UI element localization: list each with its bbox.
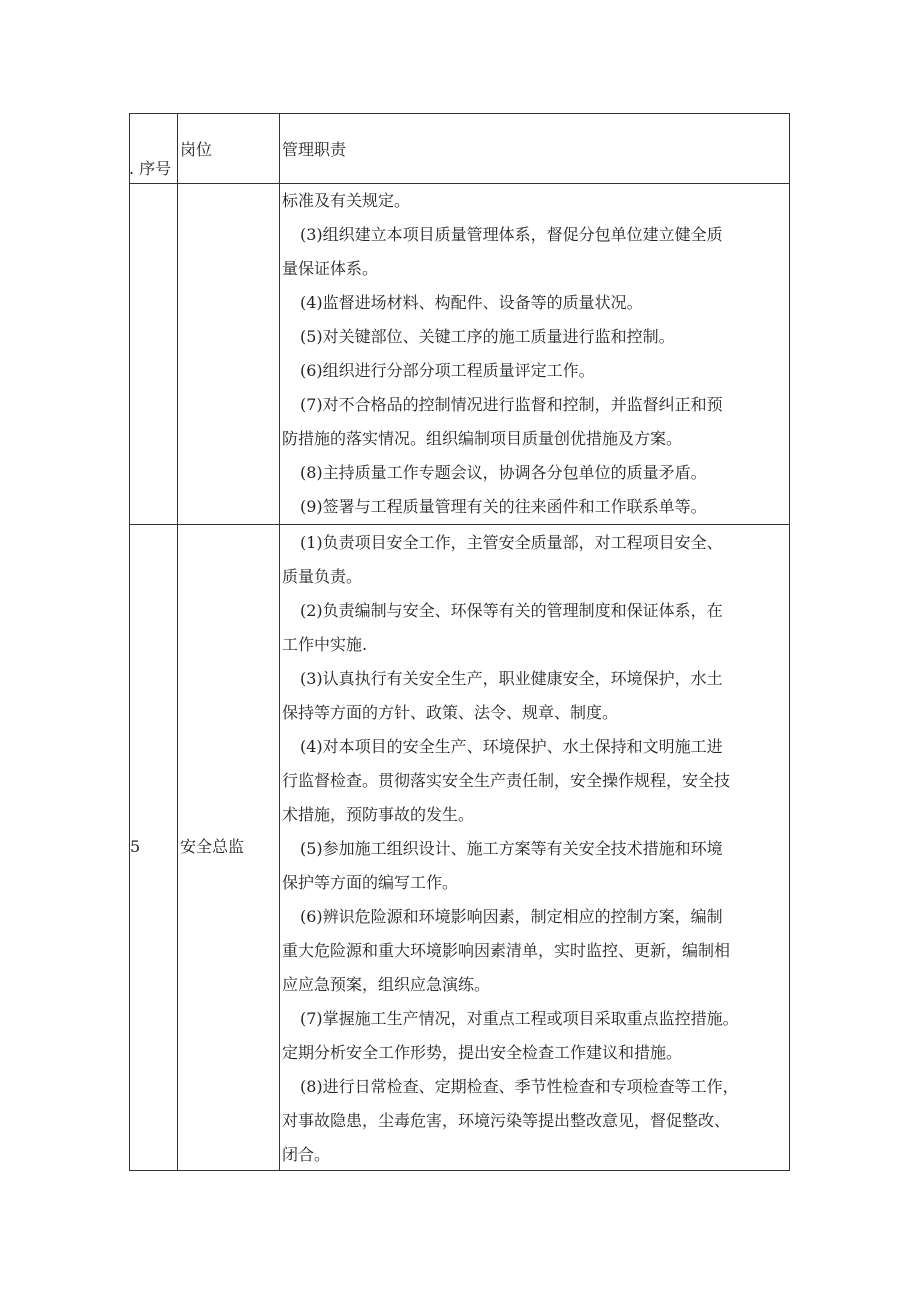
duty-line: (9)签署与工程质量管理有关的往来函件和工作联系单等。 bbox=[300, 497, 707, 516]
duty-line: (5)对关键部位、关键工序的施工质量进行监和控制。 bbox=[300, 327, 675, 346]
table-border-bottom bbox=[129, 1170, 790, 1171]
duty-line: 量保证体系。 bbox=[282, 259, 379, 278]
duty-line: (4)对本项目的安全生产、环境保护、水土保持和文明施工进 bbox=[300, 737, 723, 756]
row-seq: 5 bbox=[130, 837, 141, 856]
duty-line: (5)参加施工组织设计、施工方案等有关安全技术措施和环境 bbox=[300, 839, 723, 858]
duty-line: 行监督检查。贯彻落实安全生产责任制，安全操作规程，安全技 bbox=[282, 771, 731, 790]
duty-line: 保护等方面的编写工作。 bbox=[282, 873, 459, 892]
duty-line: (8)进行日常检查、定期检查、季节性检查和专项检查等工作， bbox=[300, 1077, 739, 1096]
duty-line: (8)主持质量工作专题会议，协调各分包单位的质量矛盾。 bbox=[300, 463, 707, 482]
duties-list bbox=[282, 184, 723, 524]
duty-line: 应应急预案，组织应急演练。 bbox=[282, 975, 491, 994]
row-post: 安全总监 bbox=[180, 837, 245, 856]
table-row-safety-director bbox=[280, 525, 789, 1170]
table-border-top bbox=[129, 113, 790, 114]
header-seq: . 序号 bbox=[129, 159, 172, 178]
duty-line: (7)掌握施工生产情况，对重点工程或项目采取重点监控措施。 bbox=[300, 1009, 739, 1028]
table-row-continued bbox=[280, 184, 789, 524]
duty-line: 术措施，预防事故的发生。 bbox=[282, 805, 475, 824]
duty-line: (4)监督进场材料、构配件、设备等的质量状况。 bbox=[300, 293, 643, 312]
duty-line: (1)负责项目安全工作，主管安全质量部，对工程项目安全、 bbox=[300, 533, 723, 552]
duty-line: (6)组织进行分部分项工程质量评定工作。 bbox=[300, 361, 595, 380]
duties-list bbox=[282, 526, 739, 1170]
duty-line: 定期分析安全工作形势，提出安全检查工作建议和措施。 bbox=[282, 1043, 683, 1062]
duty-line: (3)组织建立本项目质量管理体系，督促分包单位建立健全质 bbox=[300, 225, 723, 244]
duty-line: 质量负责。 bbox=[282, 567, 363, 586]
table-border-left bbox=[129, 113, 130, 1171]
responsibility-table bbox=[129, 113, 790, 1171]
duty-line: 工作中实施. bbox=[282, 635, 368, 654]
duty-line: 对事故隐患，尘毒危害，环境污染等提出整改意见，督促整改、 bbox=[282, 1111, 731, 1130]
duty-line: (3)认真执行有关安全生产，职业健康安全，环境保护，水土 bbox=[300, 669, 723, 688]
header-duties: 管理职责 bbox=[282, 140, 347, 159]
duty-line: (7)对不合格品的控制情况进行监督和控制，并监督纠正和预 bbox=[300, 395, 723, 414]
duty-line: (2)负责编制与安全、环保等有关的管理制度和保证体系，在 bbox=[300, 601, 723, 620]
column-divider-1 bbox=[177, 113, 178, 1171]
duty-line: (6)辨识危险源和环境影响因素，制定相应的控制方案，编制 bbox=[300, 907, 723, 926]
duty-line: 保持等方面的方针、政策、法令、规章、制度。 bbox=[282, 703, 619, 722]
duty-line: 闭合。 bbox=[282, 1145, 331, 1164]
duty-line: 重大危险源和重大环境影响因素清单，实时监控、更新，编制相 bbox=[282, 941, 731, 960]
table-border-right bbox=[789, 113, 790, 1171]
header-post: 岗位 bbox=[180, 140, 213, 159]
duty-line: 防措施的落实情况。组织编制项目质量创优措施及方案。 bbox=[282, 429, 683, 448]
duty-line: 标准及有关规定。 bbox=[282, 191, 411, 210]
